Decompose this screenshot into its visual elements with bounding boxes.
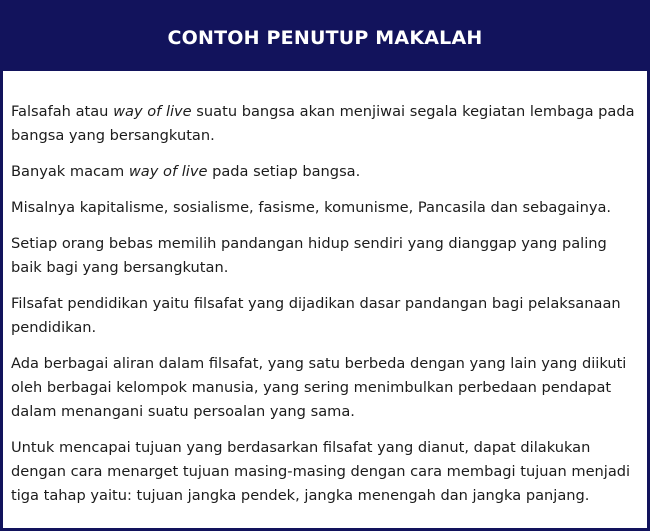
paragraph-2: [11, 160, 641, 184]
paragraph-2-text-end: pada setiap bangsa.: [207, 163, 361, 180]
paragraph-4: Setiap orang bebas memilih pandangan hidup sendiri yang dianggap yang paling baik bagi yang bersangkutan.: [11, 235, 607, 276]
paragraph-7: Untuk mencapai tujuan yang berdasarkan filsafat yang dianut, dapat dilakukan dengan cara menarget tujuan masing-masing dengan cara membagi tujuan menjadi tiga tahap yaitu: tujuan jangka pendek, jangka menengah dan jangka panjang.: [11, 439, 631, 504]
paragraph-5: Filsafat pendidikan yaitu filsafat yang dijadikan dasar pandangan bagi pelaksanaan pendidikan.: [11, 295, 621, 336]
paragraph-1-text-end: suatu bangsa akan menjiwai segala kegiatan lembaga pada bangsa yang bersangkutan.: [11, 103, 635, 144]
document-body: [11, 100, 641, 520]
paragraph-1-text-start: Falsafah atau: [11, 103, 114, 120]
paragraph-6: Ada berbagai aliran dalam filsafat, yang satu berbeda dengan yang lain yang diikuti oleh berbagai kelompok manusia, yang sering menimbulkan perbedaan pendapat dalam menangani suatu persoalan yang sama.: [11, 355, 627, 420]
paragraph-3: Misalnya kapitalisme, sosialisme, fasisme, komunisme, Pancasila dan sebagainya.: [11, 199, 612, 216]
paragraph-1: [11, 100, 641, 148]
paragraph-1-italic-term: way of live: [113, 103, 192, 120]
paragraph-2-text-start: Banyak macam: [11, 163, 129, 180]
page-title: CONTOH PENUTUP MAKALAH: [167, 27, 483, 49]
header-banner: [3, 3, 647, 71]
paragraph-2-italic-term: way of live: [128, 163, 208, 180]
